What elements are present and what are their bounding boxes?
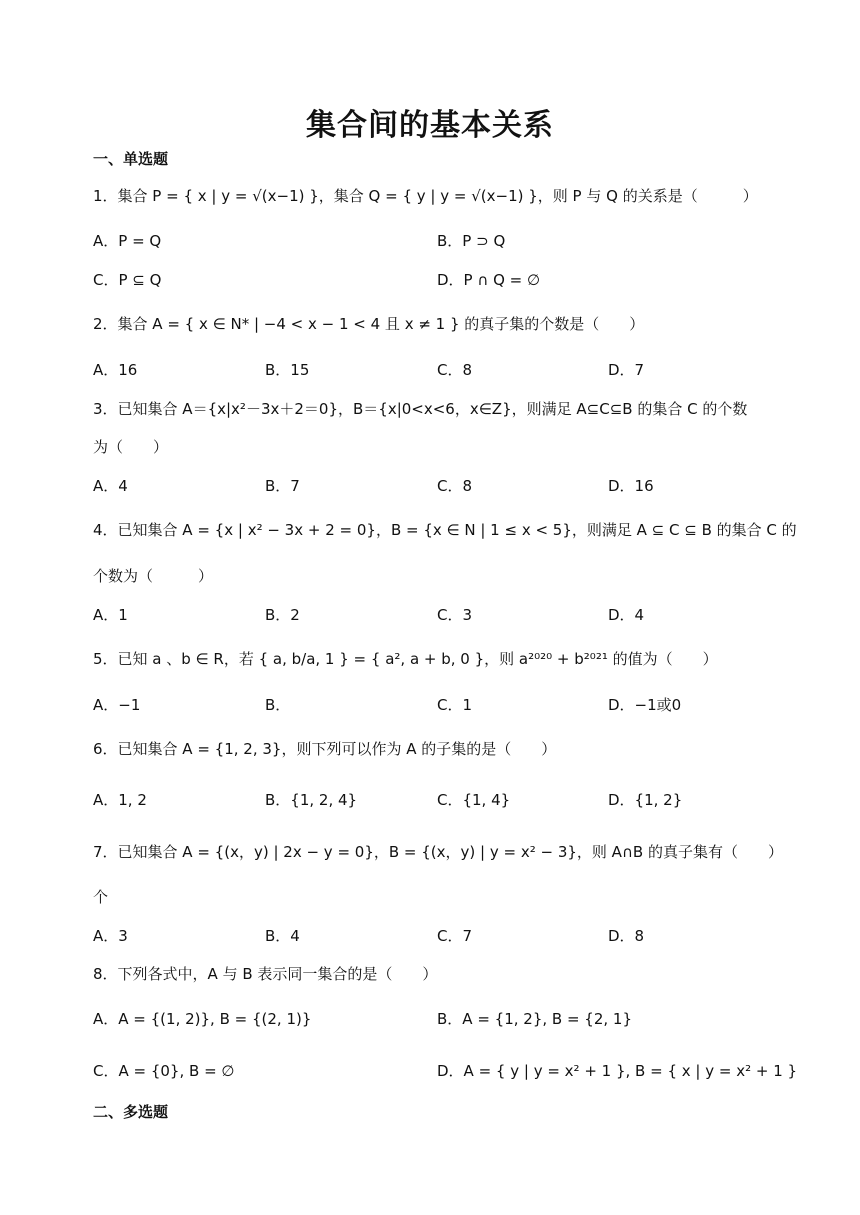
question-5-option-c: C．1 xyxy=(437,696,473,714)
question-3-option-d: D．16 xyxy=(608,477,654,495)
question-5-stem: 5．已知 a 、b ∈ R，若 { a, b/a, 1 } = { a², a + b, 0 }，则 a²⁰²⁰ + b²⁰²¹ 的值为（ ） xyxy=(93,650,718,668)
question-1-option-d: D．P ∩ Q = ∅ xyxy=(437,271,541,289)
question-8-option-d: D．A = { y | y = x² + 1 }, B = { x | y = x² + 1 } xyxy=(437,1062,798,1080)
question-4-stem: 4．已知集合 A = {x | x² − 3x + 2 = 0}，B = {x ∈ N | 1 ≤ x < 5}，则满足 A ⊆ C ⊆ B 的集合 C 的 xyxy=(93,521,797,539)
question-7-option-b: B．4 xyxy=(265,927,300,945)
question-3-stem-continued: 为（ ） xyxy=(93,438,169,456)
question-7-option-d: D．8 xyxy=(608,927,645,945)
question-7-option-c: C．7 xyxy=(437,927,473,945)
question-5-option-b: B． xyxy=(265,696,291,714)
section-heading-multiple-choice: 二、多选题 xyxy=(93,1103,169,1121)
question-2-option-c: C．8 xyxy=(437,361,473,379)
question-4-option-a: A．1 xyxy=(93,606,128,624)
question-4-stem-continued: 个数为（ ） xyxy=(93,567,214,585)
question-2-option-b: B．15 xyxy=(265,361,310,379)
question-7-option-a: A．3 xyxy=(93,927,128,945)
question-5-option-a: A．−1 xyxy=(93,696,141,714)
question-1-option-a: A．P = Q xyxy=(93,232,162,250)
question-7-stem: 7．已知集合 A = {(x，y) | 2x − y = 0}，B = {(x，y) | y = x² − 3}，则 A∩B 的真子集有（ ） xyxy=(93,843,783,861)
question-4-option-c: C．3 xyxy=(437,606,473,624)
question-6-option-c: C．{1, 4} xyxy=(437,791,511,809)
question-1-stem: 1．集合 P = { x | y = √(x−1) }，集合 Q = { y | y = √(x−1) }，则 P 与 Q 的关系是（ ） xyxy=(93,187,758,205)
question-6-option-d: D．{1, 2} xyxy=(608,791,683,809)
question-8-stem: 8．下列各式中，A 与 B 表示同一集合的是（ ） xyxy=(93,965,438,983)
question-7-stem-continued: 个 xyxy=(93,888,109,906)
question-4-option-b: B．2 xyxy=(265,606,300,624)
question-6-stem: 6．已知集合 A = {1, 2, 3}，则下列可以作为 A 的子集的是（ ） xyxy=(93,740,557,758)
question-3-option-b: B．7 xyxy=(265,477,300,495)
question-4-option-d: D．4 xyxy=(608,606,645,624)
question-1-option-c: C．P ⊆ Q xyxy=(93,271,162,289)
question-6-option-b: B．{1, 2, 4} xyxy=(265,791,358,809)
question-3-stem: 3．已知集合 A＝{x|x²－3x＋2＝0}，B＝{x|0<x<6，x∈Z}，则满足 A⊆C⊆B 的集合 C 的个数 xyxy=(93,400,748,418)
question-2-option-d: D．7 xyxy=(608,361,645,379)
question-6-option-a: A．1, 2 xyxy=(93,791,147,809)
question-8-option-c: C．A = {0}, B = ∅ xyxy=(93,1062,235,1080)
question-1-option-b: B．P ⊃ Q xyxy=(437,232,506,250)
question-2-option-a: A．16 xyxy=(93,361,138,379)
question-3-option-c: C．8 xyxy=(437,477,473,495)
question-5-option-d: D．−1或0 xyxy=(608,696,682,714)
question-3-option-a: A．4 xyxy=(93,477,128,495)
question-8-option-b: B．A = {1, 2}, B = {2, 1} xyxy=(437,1010,633,1028)
section-heading-single-choice: 一、单选题 xyxy=(93,150,169,168)
page-title: 集合间的基本关系 xyxy=(306,108,554,143)
question-2-stem: 2．集合 A = { x ∈ N* | −4 < x − 1 < 4 且 x ≠ 1 } 的真子集的个数是（ ） xyxy=(93,315,645,333)
question-8-option-a: A．A = {(1, 2)}, B = {(2, 1)} xyxy=(93,1010,312,1028)
